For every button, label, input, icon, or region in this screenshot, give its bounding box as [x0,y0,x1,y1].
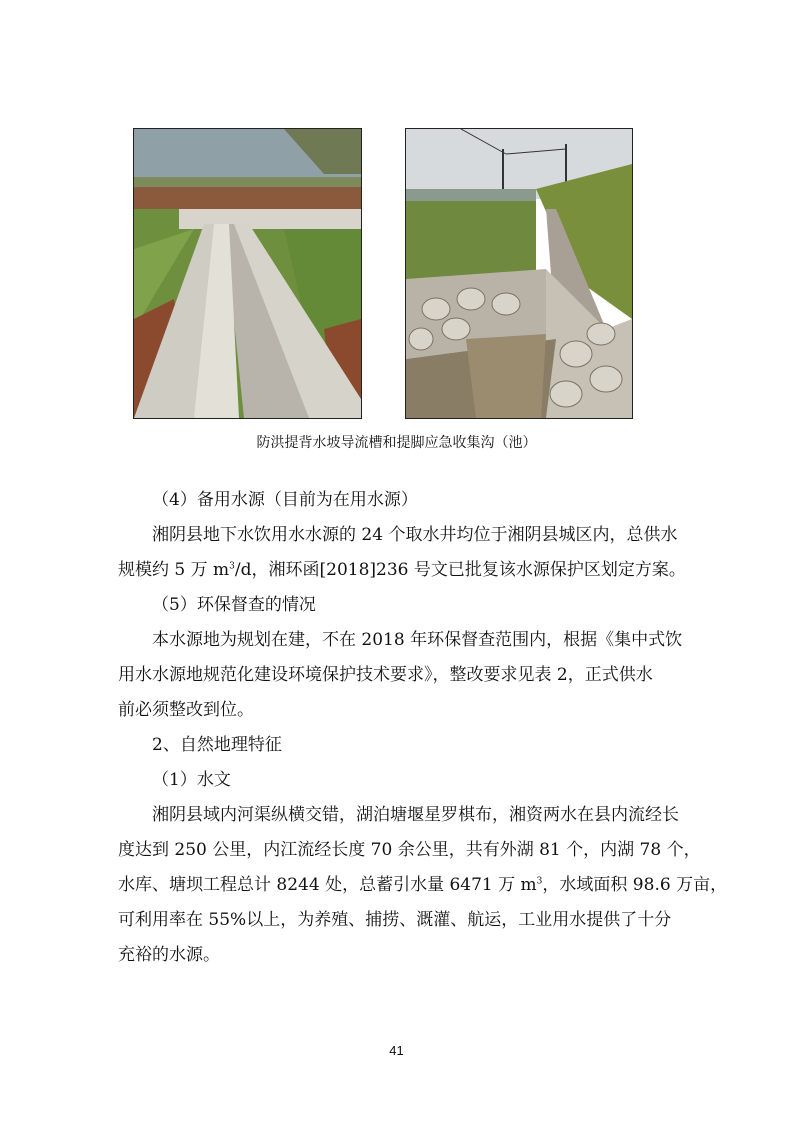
paragraph-backup-water-source: 湘阴县地下水饮用水水源的 24 个取水井均位于湘阴县城区内，总供水 规模约 5 万 $m^3/d$，湘环函[2018]236 号文已批复该水源保护区划定方案。 [118,525,686,580]
page-number: 41 [389,1043,404,1058]
section-heading-env-inspection: （5）环保督查的情况 [152,595,316,615]
paragraph-hydrology: 湘阴县域内河渠纵横交错，湖泊塘堰星罗棋布，湘资两水在县内流经长 度达到 250 公里，内江流经长度 70 余公里，共有外湖 81 个，内湖 78 个， 水库、塘坝工程总计 8244 处，总蓄引水量 6471 万 $m^3$，水域面积 98.6 万亩， 可利用率在 55%以上，为养殖、捕捞、溉灌、航运，工业用水提供了十分 充裕的水源。 [118,805,728,965]
section-heading-natural-geography: 2、自然地理特征 [152,735,282,755]
paragraph-env-inspection: 本水源地为规划在建，不在 2018 年环保督查范围内，根据《集中式饮 用水水源地规范化建设环境保护技术要求》，整改要求见表 2，正式供水 前必须整改到位。 [118,630,683,720]
embankment-channel-photo [133,128,362,419]
section-heading-hydrology: （1）水文 [152,770,231,790]
stone-ditch-photo [405,128,633,419]
figure-caption: 防洪提背水坡导流槽和提脚应急收集沟（池） [256,435,537,451]
section-heading-backup-water-source: （4）备用水源（目前为在用水源） [152,490,418,510]
